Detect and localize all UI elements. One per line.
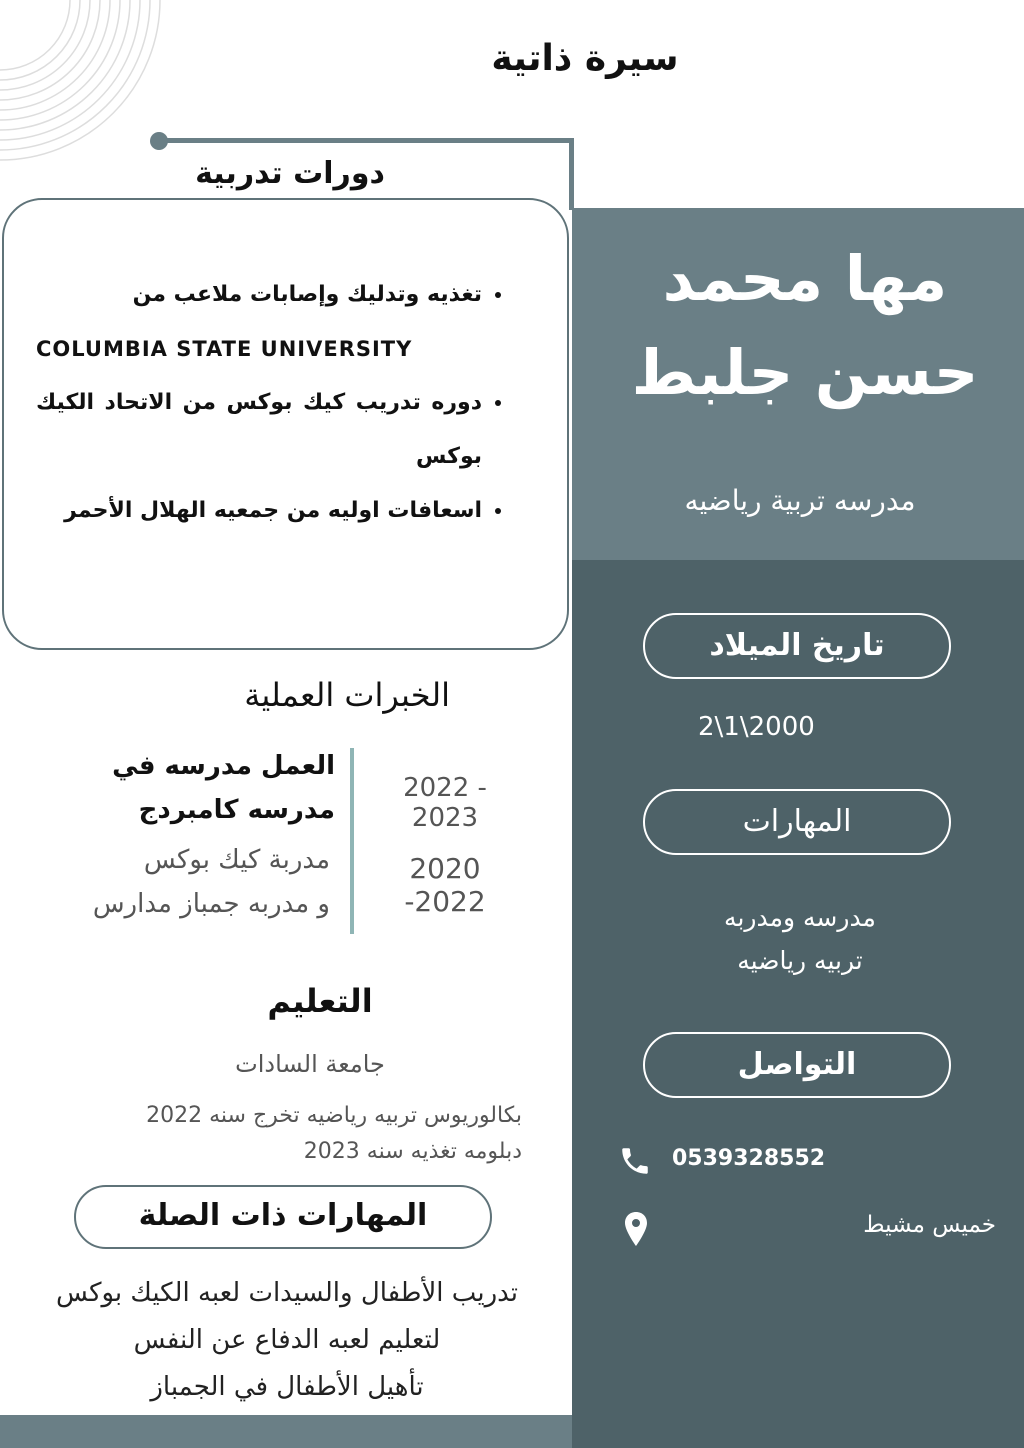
experience-item bbox=[60, 744, 335, 832]
footer-strip bbox=[0, 1415, 572, 1448]
info-panel bbox=[572, 560, 1024, 1448]
contact-heading: التواصل bbox=[643, 1032, 951, 1098]
courses-title: دورات تدربية bbox=[195, 156, 385, 191]
profile-name bbox=[600, 232, 1010, 420]
experience-divider bbox=[350, 748, 354, 934]
name-line: مها محمد bbox=[662, 242, 948, 315]
connector-line bbox=[160, 138, 574, 143]
related-skill: تأهيل الأطفال في الجمباز bbox=[150, 1372, 424, 1402]
related-skill: تدريب الأطفال والسيدات لعبه الكيك بوكس bbox=[55, 1278, 519, 1308]
course-item: • اسعافات اوليه من جمعيه الهلال الأحمر bbox=[36, 484, 482, 538]
course-item: • تغذيه وتدليك وإصابات ملاعب من bbox=[36, 268, 482, 322]
experience-line: العمل مدرسه في bbox=[112, 751, 335, 781]
education-title: التعليم bbox=[267, 982, 373, 1020]
connector-line-vertical bbox=[569, 138, 574, 210]
related-skills-heading: المهارات ذات الصلة bbox=[74, 1185, 492, 1249]
decorative-arcs bbox=[0, 0, 170, 175]
degrees bbox=[60, 1098, 522, 1170]
skills-text bbox=[640, 896, 960, 982]
skill-line: مدرسه ومدربه bbox=[724, 903, 876, 932]
experience-years: 2022 - 2023 bbox=[403, 773, 487, 833]
phone-icon bbox=[618, 1144, 652, 1178]
map-pin-icon bbox=[624, 1212, 648, 1246]
course-item: • دوره تدريب كيك بوكس من الاتحاد الكيك بوكس bbox=[36, 376, 482, 484]
course-item-university: COLUMBIA STATE UNIVERSITY bbox=[36, 337, 413, 361]
related-skill: لتعليم لعبه الدفاع عن النفس bbox=[133, 1325, 441, 1355]
experience-item bbox=[30, 838, 330, 926]
page-title: سيرة ذاتية bbox=[491, 38, 679, 79]
birth-date-value: 2\1\2000 bbox=[698, 712, 815, 742]
degree-line: بكالوريوس تربيه رياضيه تخرج سنه 2022 bbox=[146, 1103, 522, 1128]
name-line: حسن جلبط bbox=[631, 336, 979, 409]
degree-line: دبلومه تغذيه سنه 2023 bbox=[303, 1139, 522, 1164]
job-title: مدرسه تربية رياضيه bbox=[684, 484, 916, 517]
city: خميس مشيط bbox=[863, 1212, 996, 1238]
phone-number: 0539328552 bbox=[672, 1146, 826, 1171]
experience-line: مدرسه كامبردج bbox=[138, 795, 335, 825]
experience-title: الخبرات العملية bbox=[244, 676, 450, 714]
experience-line: مدربة كيك بوكس bbox=[143, 845, 330, 875]
skills-heading: المهارات bbox=[643, 789, 951, 855]
experience-line: و مدربه جمباز مدارس bbox=[92, 889, 330, 919]
related-skills-list bbox=[10, 1270, 564, 1411]
skill-line: تربيه رياضيه bbox=[737, 946, 863, 975]
connector-dot bbox=[150, 132, 168, 150]
university: جامعة السادات bbox=[235, 1050, 385, 1078]
courses-list bbox=[36, 268, 506, 538]
experience-years: 2020 -2022 bbox=[404, 852, 486, 918]
birth-date-heading: تاريخ الميلاد bbox=[643, 613, 951, 679]
